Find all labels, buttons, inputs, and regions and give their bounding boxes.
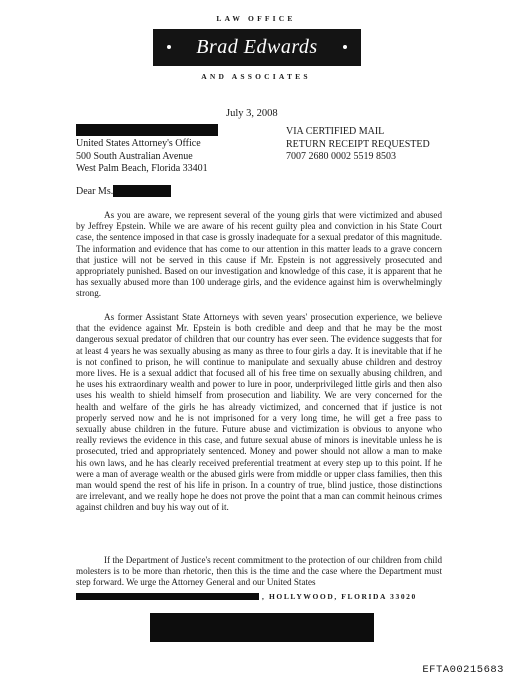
letterhead-top-line: LAW OFFICE: [216, 14, 296, 23]
recipient-line: United States Attorney's Office: [76, 138, 201, 149]
banner-dot-right: [343, 45, 347, 49]
delivery-line: VIA CERTIFIED MAIL: [286, 126, 385, 137]
delivery-line: 7007 2680 0002 5519 8503: [286, 151, 396, 162]
recipient-address: [76, 138, 208, 176]
letter-date: July 3, 2008: [226, 108, 278, 119]
salutation: [76, 186, 113, 197]
redacted-footer-street: [76, 593, 259, 600]
salutation-text: Dear Ms.: [76, 186, 114, 197]
delivery-method: [286, 126, 430, 164]
redacted-footer-contact: [150, 613, 374, 642]
bates-stamp: EFTA00215683: [422, 664, 504, 676]
redacted-salutation-name: [113, 185, 171, 197]
recipient-line: West Palm Beach, Florida 33401: [76, 163, 208, 174]
letterhead-banner: [153, 29, 361, 66]
body-paragraph-1: As you are aware, we represent several of the young girls that were victimized and abused by Jeffrey Epstein. While we are aware of his recent guilty plea and conviction in his State Court case, the sentence imposed in that case is grossly inadequate for a sexual predator of this magnitude. The information and evidence that has come to our attention in this matter leads to a grave concern that justice will not be served in this cause if Mr. Epstein is not aggressively prosecuted and appropriately punished. Based on our investigation and knowledge of this case, it is apparent that he has sexually abused more than 100 underage girls, and the evidence against him is overwhelmingly strong.: [76, 210, 442, 299]
body-paragraph-2: As former Assistant State Attorneys with seven years' prosecution experience, we believe that the evidence against Mr. Epstein is both credible and deep and that he may be the most dangerous sexual predator of children that our country has ever seen. The evidence suggests that for at least 4 years he was sexually abusing as many as three to four girls a day. It is inevitable that if he is not confined to prison, he will continue to manipulate and sexually abuse children and destroy more lives. He is a sexual addict that focused all of his free time on sexually abusing children, and he uses his extraordinary wealth and power to lure in poor, underprivileged little girls and then also uses his wealth to shield himself from prosecution and liability. We are very concerned for the health and welfare of the girls he has already victimized, and concerned that if justice is not properly served now and he is not imprisoned for a very long time, he will get a free pass to sexually abuse children in the future. Future abuse and victimization is obvious to anyone who really reviews the evidence in this case, and future sexual abuse of minors is inevitable unless he is prosecuted, tried and appropriately sentenced. Money and power should not allow a man to make his own laws, and he has clearly received preferential treatment at every step up to this point. If he were a man of average wealth or the abused girls were from middle or upper class families, then this man would spend the rest of his life in prison. In a country of true, blind justice, those distinctions are irrelevant, and we really hope he does not prove the point that a man can commit heinous crimes against children and buy his way out of it.: [76, 312, 442, 513]
letterhead-bottom-line: AND ASSOCIATES: [201, 72, 311, 81]
delivery-line: RETURN RECEIPT REQUESTED: [286, 138, 430, 150]
firm-name: Brad Edwards: [196, 36, 318, 58]
banner-dot-left: [167, 45, 171, 49]
body-paragraph-3: If the Department of Justice's recent commitment to the protection of our children from child molesters is to be more than rhetoric, then this is the time and the case where the Department must step forward. We urge the Attorney General and our United States: [76, 555, 443, 588]
redacted-recipient-name: [76, 124, 218, 136]
footer-address: , HOLLYWOOD, FLORIDA 33020: [262, 592, 417, 601]
recipient-line: 500 South Australian Avenue: [76, 150, 193, 162]
